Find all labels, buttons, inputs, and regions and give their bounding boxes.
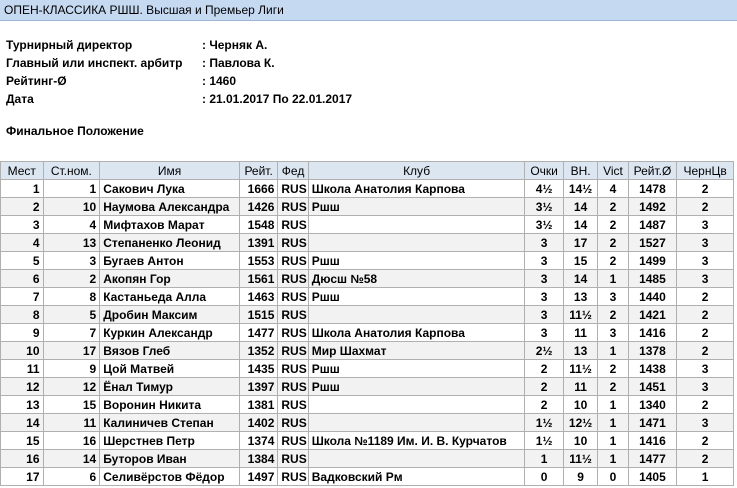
col-avg-rating-cell: 1492 — [628, 198, 677, 216]
col-start-no-cell: 6 — [43, 468, 100, 486]
table-row — [1, 180, 734, 198]
col-start-no-cell: 1 — [43, 180, 100, 198]
col-place-cell: 1 — [1, 180, 44, 198]
col-name-cell: Сакович Лука — [100, 180, 240, 198]
col-place-cell: 10 — [1, 342, 44, 360]
col-rating-cell: 1391 — [239, 234, 277, 252]
header-col-fed: Фед — [278, 162, 308, 180]
col-start-no-cell: 12 — [43, 378, 100, 396]
tournament-title: ОПЕН-КЛАССИКА РШШ. Высшая и Премьер Лиги — [0, 0, 737, 21]
col-rating-cell: 1374 — [239, 432, 277, 450]
col-rating-cell: 1553 — [239, 252, 277, 270]
col-fed-cell: RUS — [278, 324, 308, 342]
col-name-cell: Бугаев Антон — [100, 252, 240, 270]
col-start-no-cell: 3 — [43, 252, 100, 270]
info-value: : 21.01.2017 По 22.01.2017 — [202, 92, 353, 106]
col-rating-cell: 1397 — [239, 378, 277, 396]
table-row — [1, 396, 734, 414]
info-value: : Павлова К. — [202, 56, 275, 70]
col-black-cell: 3 — [677, 414, 734, 432]
col-place-cell: 11 — [1, 360, 44, 378]
col-black-cell: 2 — [677, 180, 734, 198]
col-start-no-cell: 15 — [43, 396, 100, 414]
info-row-director — [6, 36, 352, 54]
col-start-no-cell: 7 — [43, 324, 100, 342]
info-label: Главный или инспект. арбитр — [6, 56, 183, 70]
col-points-cell: 0 — [525, 468, 563, 486]
col-black-cell: 3 — [677, 360, 734, 378]
col-club-cell: Вадковский Рм — [308, 468, 525, 486]
col-avg-rating-cell: 1487 — [628, 216, 677, 234]
col-tiebreak-cell: 12½ — [563, 414, 597, 432]
col-name-cell: Цой Матвей — [100, 360, 240, 378]
col-vict-cell: 1 — [598, 450, 628, 468]
col-avg-rating-cell: 1421 — [628, 306, 677, 324]
col-points-cell: 3 — [525, 270, 563, 288]
col-name-cell: Акопян Гор — [100, 270, 240, 288]
col-points-cell: 2 — [525, 360, 563, 378]
col-vict-cell: 1 — [598, 432, 628, 450]
col-vict-cell: 2 — [598, 198, 628, 216]
col-name-cell: Воронин Никита — [100, 396, 240, 414]
col-tiebreak-cell: 11½ — [563, 306, 597, 324]
info-value: : 1460 — [202, 74, 237, 88]
col-fed-cell: RUS — [278, 450, 308, 468]
col-start-no-cell: 2 — [43, 270, 100, 288]
col-club-cell: Ршш — [308, 252, 525, 270]
header-col-rating: Рейт. — [239, 162, 277, 180]
col-black-cell: 3 — [677, 252, 734, 270]
col-points-cell: 3½ — [525, 198, 563, 216]
col-vict-cell: 2 — [598, 216, 628, 234]
col-start-no-cell: 13 — [43, 234, 100, 252]
header-col-start-no: Ст.ном. — [43, 162, 100, 180]
table-row — [1, 252, 734, 270]
col-start-no-cell: 9 — [43, 360, 100, 378]
col-points-cell: 1 — [525, 450, 563, 468]
col-points-cell: 1½ — [525, 432, 563, 450]
col-points-cell: 3 — [525, 288, 563, 306]
table-row — [1, 378, 734, 396]
col-black-cell: 3 — [677, 216, 734, 234]
col-start-no-cell: 11 — [43, 414, 100, 432]
col-fed-cell: RUS — [278, 216, 308, 234]
col-black-cell: 2 — [677, 450, 734, 468]
col-rating-cell: 1402 — [239, 414, 277, 432]
table-row — [1, 360, 734, 378]
col-avg-rating-cell: 1477 — [628, 450, 677, 468]
col-rating-cell: 1477 — [239, 324, 277, 342]
standings-table — [0, 161, 734, 486]
col-points-cell: 3 — [525, 306, 563, 324]
col-club-cell: Ршш — [308, 288, 525, 306]
col-fed-cell: RUS — [278, 306, 308, 324]
col-place-cell: 9 — [1, 324, 44, 342]
col-avg-rating-cell: 1499 — [628, 252, 677, 270]
info-label: Дата — [6, 92, 34, 106]
col-vict-cell: 2 — [598, 234, 628, 252]
col-tiebreak-cell: 9 — [563, 468, 597, 486]
col-tiebreak-cell: 11½ — [563, 450, 597, 468]
col-avg-rating-cell: 1340 — [628, 396, 677, 414]
col-tiebreak-cell: 11 — [563, 324, 597, 342]
col-rating-cell: 1497 — [239, 468, 277, 486]
col-club-cell: Дюсш №58 — [308, 270, 525, 288]
col-place-cell: 12 — [1, 378, 44, 396]
col-start-no-cell: 8 — [43, 288, 100, 306]
col-fed-cell: RUS — [278, 180, 308, 198]
header-col-black: ЧернЦв — [677, 162, 734, 180]
col-club-cell: Ршш — [308, 378, 525, 396]
col-avg-rating-cell: 1478 — [628, 180, 677, 198]
col-place-cell: 7 — [1, 288, 44, 306]
table-row — [1, 468, 734, 486]
col-rating-cell: 1426 — [239, 198, 277, 216]
col-tiebreak-cell: 11½ — [563, 360, 597, 378]
info-label: Турнирный директор — [6, 38, 133, 52]
col-place-cell: 13 — [1, 396, 44, 414]
col-points-cell: 3 — [525, 252, 563, 270]
col-fed-cell: RUS — [278, 396, 308, 414]
col-start-no-cell: 16 — [43, 432, 100, 450]
col-name-cell: Буторов Иван — [100, 450, 240, 468]
col-black-cell: 2 — [677, 288, 734, 306]
table-row — [1, 198, 734, 216]
col-avg-rating-cell: 1471 — [628, 414, 677, 432]
col-tiebreak-cell: 15 — [563, 252, 597, 270]
col-avg-rating-cell: 1438 — [628, 360, 677, 378]
col-club-cell: Ршш — [308, 360, 525, 378]
col-start-no-cell: 17 — [43, 342, 100, 360]
table-row — [1, 288, 734, 306]
col-black-cell: 2 — [677, 396, 734, 414]
col-fed-cell: RUS — [278, 414, 308, 432]
col-vict-cell: 2 — [598, 360, 628, 378]
col-place-cell: 8 — [1, 306, 44, 324]
col-points-cell: 4½ — [525, 180, 563, 198]
table-row — [1, 432, 734, 450]
col-vict-cell: 1 — [598, 414, 628, 432]
table-header-row — [1, 162, 734, 180]
col-tiebreak-cell: 14½ — [563, 180, 597, 198]
col-fed-cell: RUS — [278, 342, 308, 360]
col-avg-rating-cell: 1416 — [628, 324, 677, 342]
col-fed-cell: RUS — [278, 270, 308, 288]
header-col-vict: Vict — [598, 162, 628, 180]
col-fed-cell: RUS — [278, 198, 308, 216]
col-rating-cell: 1435 — [239, 360, 277, 378]
info-row-arbiter — [6, 54, 352, 72]
col-points-cell: 3 — [525, 324, 563, 342]
col-club-cell: Школа №1189 Им. И. В. Курчатов — [308, 432, 525, 450]
col-name-cell: Ёнал Тимур — [100, 378, 240, 396]
col-name-cell: Куркин Александр — [100, 324, 240, 342]
col-vict-cell: 4 — [598, 180, 628, 198]
col-club-cell: Школа Анатолия Карпова — [308, 180, 525, 198]
table-row — [1, 342, 734, 360]
col-rating-cell: 1548 — [239, 216, 277, 234]
tournament-info — [6, 36, 352, 108]
col-club-cell — [308, 414, 525, 432]
col-name-cell: Селивёрстов Фёдор — [100, 468, 240, 486]
col-points-cell: 2½ — [525, 342, 563, 360]
header-col-name: Имя — [100, 162, 240, 180]
col-name-cell: Наумова Александра — [100, 198, 240, 216]
col-name-cell: Кастаньеда Алла — [100, 288, 240, 306]
col-rating-cell: 1515 — [239, 306, 277, 324]
col-fed-cell: RUS — [278, 234, 308, 252]
col-rating-cell: 1352 — [239, 342, 277, 360]
col-rating-cell: 1666 — [239, 180, 277, 198]
col-fed-cell: RUS — [278, 468, 308, 486]
col-start-no-cell: 14 — [43, 450, 100, 468]
col-start-no-cell: 10 — [43, 198, 100, 216]
col-place-cell: 15 — [1, 432, 44, 450]
col-points-cell: 2 — [525, 396, 563, 414]
col-tiebreak-cell: 13 — [563, 288, 597, 306]
info-value: : Черняк А. — [202, 38, 268, 52]
col-vict-cell: 2 — [598, 252, 628, 270]
info-label: Рейтинг-Ø — [6, 74, 67, 88]
col-black-cell: 3 — [677, 270, 734, 288]
col-vict-cell: 1 — [598, 342, 628, 360]
col-fed-cell: RUS — [278, 432, 308, 450]
header-col-place: Мест — [1, 162, 44, 180]
col-vict-cell: 3 — [598, 288, 628, 306]
col-place-cell: 16 — [1, 450, 44, 468]
col-fed-cell: RUS — [278, 252, 308, 270]
col-vict-cell: 2 — [598, 378, 628, 396]
col-black-cell: 2 — [677, 432, 734, 450]
col-avg-rating-cell: 1378 — [628, 342, 677, 360]
col-name-cell: Степаненко Леонид — [100, 234, 240, 252]
col-vict-cell: 0 — [598, 468, 628, 486]
col-place-cell: 4 — [1, 234, 44, 252]
col-club-cell: Мир Шахмат — [308, 342, 525, 360]
header-col-tiebreak: ВН. — [563, 162, 597, 180]
col-avg-rating-cell: 1416 — [628, 432, 677, 450]
col-name-cell: Калиничев Степан — [100, 414, 240, 432]
col-black-cell: 2 — [677, 306, 734, 324]
info-row-rating — [6, 72, 352, 90]
col-name-cell: Мифтахов Марат — [100, 216, 240, 234]
col-place-cell: 3 — [1, 216, 44, 234]
header-col-avg-rating: Рейт.Ø — [628, 162, 677, 180]
table-row — [1, 234, 734, 252]
col-club-cell — [308, 396, 525, 414]
col-name-cell: Дробин Максим — [100, 306, 240, 324]
col-vict-cell: 1 — [598, 396, 628, 414]
col-rating-cell: 1463 — [239, 288, 277, 306]
col-fed-cell: RUS — [278, 288, 308, 306]
col-club-cell: Школа Анатолия Карпова — [308, 324, 525, 342]
col-rating-cell: 1561 — [239, 270, 277, 288]
col-fed-cell: RUS — [278, 360, 308, 378]
col-black-cell: 2 — [677, 198, 734, 216]
col-avg-rating-cell: 1440 — [628, 288, 677, 306]
col-club-cell — [308, 450, 525, 468]
col-points-cell: 1½ — [525, 414, 563, 432]
col-place-cell: 6 — [1, 270, 44, 288]
col-points-cell: 2 — [525, 378, 563, 396]
col-tiebreak-cell: 11 — [563, 378, 597, 396]
col-club-cell: Ршш — [308, 198, 525, 216]
col-rating-cell: 1384 — [239, 450, 277, 468]
col-black-cell: 1 — [677, 468, 734, 486]
col-place-cell: 2 — [1, 198, 44, 216]
table-row — [1, 324, 734, 342]
col-tiebreak-cell: 13 — [563, 342, 597, 360]
col-points-cell: 3 — [525, 234, 563, 252]
col-name-cell: Вязов Глеб — [100, 342, 240, 360]
table-row — [1, 450, 734, 468]
col-tiebreak-cell: 10 — [563, 432, 597, 450]
header-col-club: Клуб — [308, 162, 525, 180]
col-tiebreak-cell: 14 — [563, 216, 597, 234]
col-tiebreak-cell: 10 — [563, 396, 597, 414]
col-avg-rating-cell: 1527 — [628, 234, 677, 252]
col-place-cell: 17 — [1, 468, 44, 486]
col-start-no-cell: 5 — [43, 306, 100, 324]
col-black-cell: 2 — [677, 324, 734, 342]
col-black-cell: 3 — [677, 234, 734, 252]
col-vict-cell: 2 — [598, 306, 628, 324]
col-vict-cell: 1 — [598, 270, 628, 288]
col-avg-rating-cell: 1405 — [628, 468, 677, 486]
col-club-cell — [308, 306, 525, 324]
col-club-cell — [308, 234, 525, 252]
col-place-cell: 14 — [1, 414, 44, 432]
table-row — [1, 216, 734, 234]
table-row — [1, 270, 734, 288]
section-title: Финальное Положение — [6, 124, 144, 138]
col-club-cell — [308, 216, 525, 234]
col-avg-rating-cell: 1485 — [628, 270, 677, 288]
col-place-cell: 5 — [1, 252, 44, 270]
col-fed-cell: RUS — [278, 378, 308, 396]
col-tiebreak-cell: 14 — [563, 198, 597, 216]
col-black-cell: 3 — [677, 378, 734, 396]
table-row — [1, 414, 734, 432]
col-tiebreak-cell: 14 — [563, 270, 597, 288]
col-points-cell: 3½ — [525, 216, 563, 234]
col-black-cell: 2 — [677, 342, 734, 360]
col-vict-cell: 3 — [598, 324, 628, 342]
col-avg-rating-cell: 1451 — [628, 378, 677, 396]
table-row — [1, 306, 734, 324]
col-tiebreak-cell: 17 — [563, 234, 597, 252]
header-col-points: Очки — [525, 162, 563, 180]
col-name-cell: Шерстнев Петр — [100, 432, 240, 450]
col-rating-cell: 1381 — [239, 396, 277, 414]
col-start-no-cell: 4 — [43, 216, 100, 234]
info-row-date — [6, 90, 352, 108]
